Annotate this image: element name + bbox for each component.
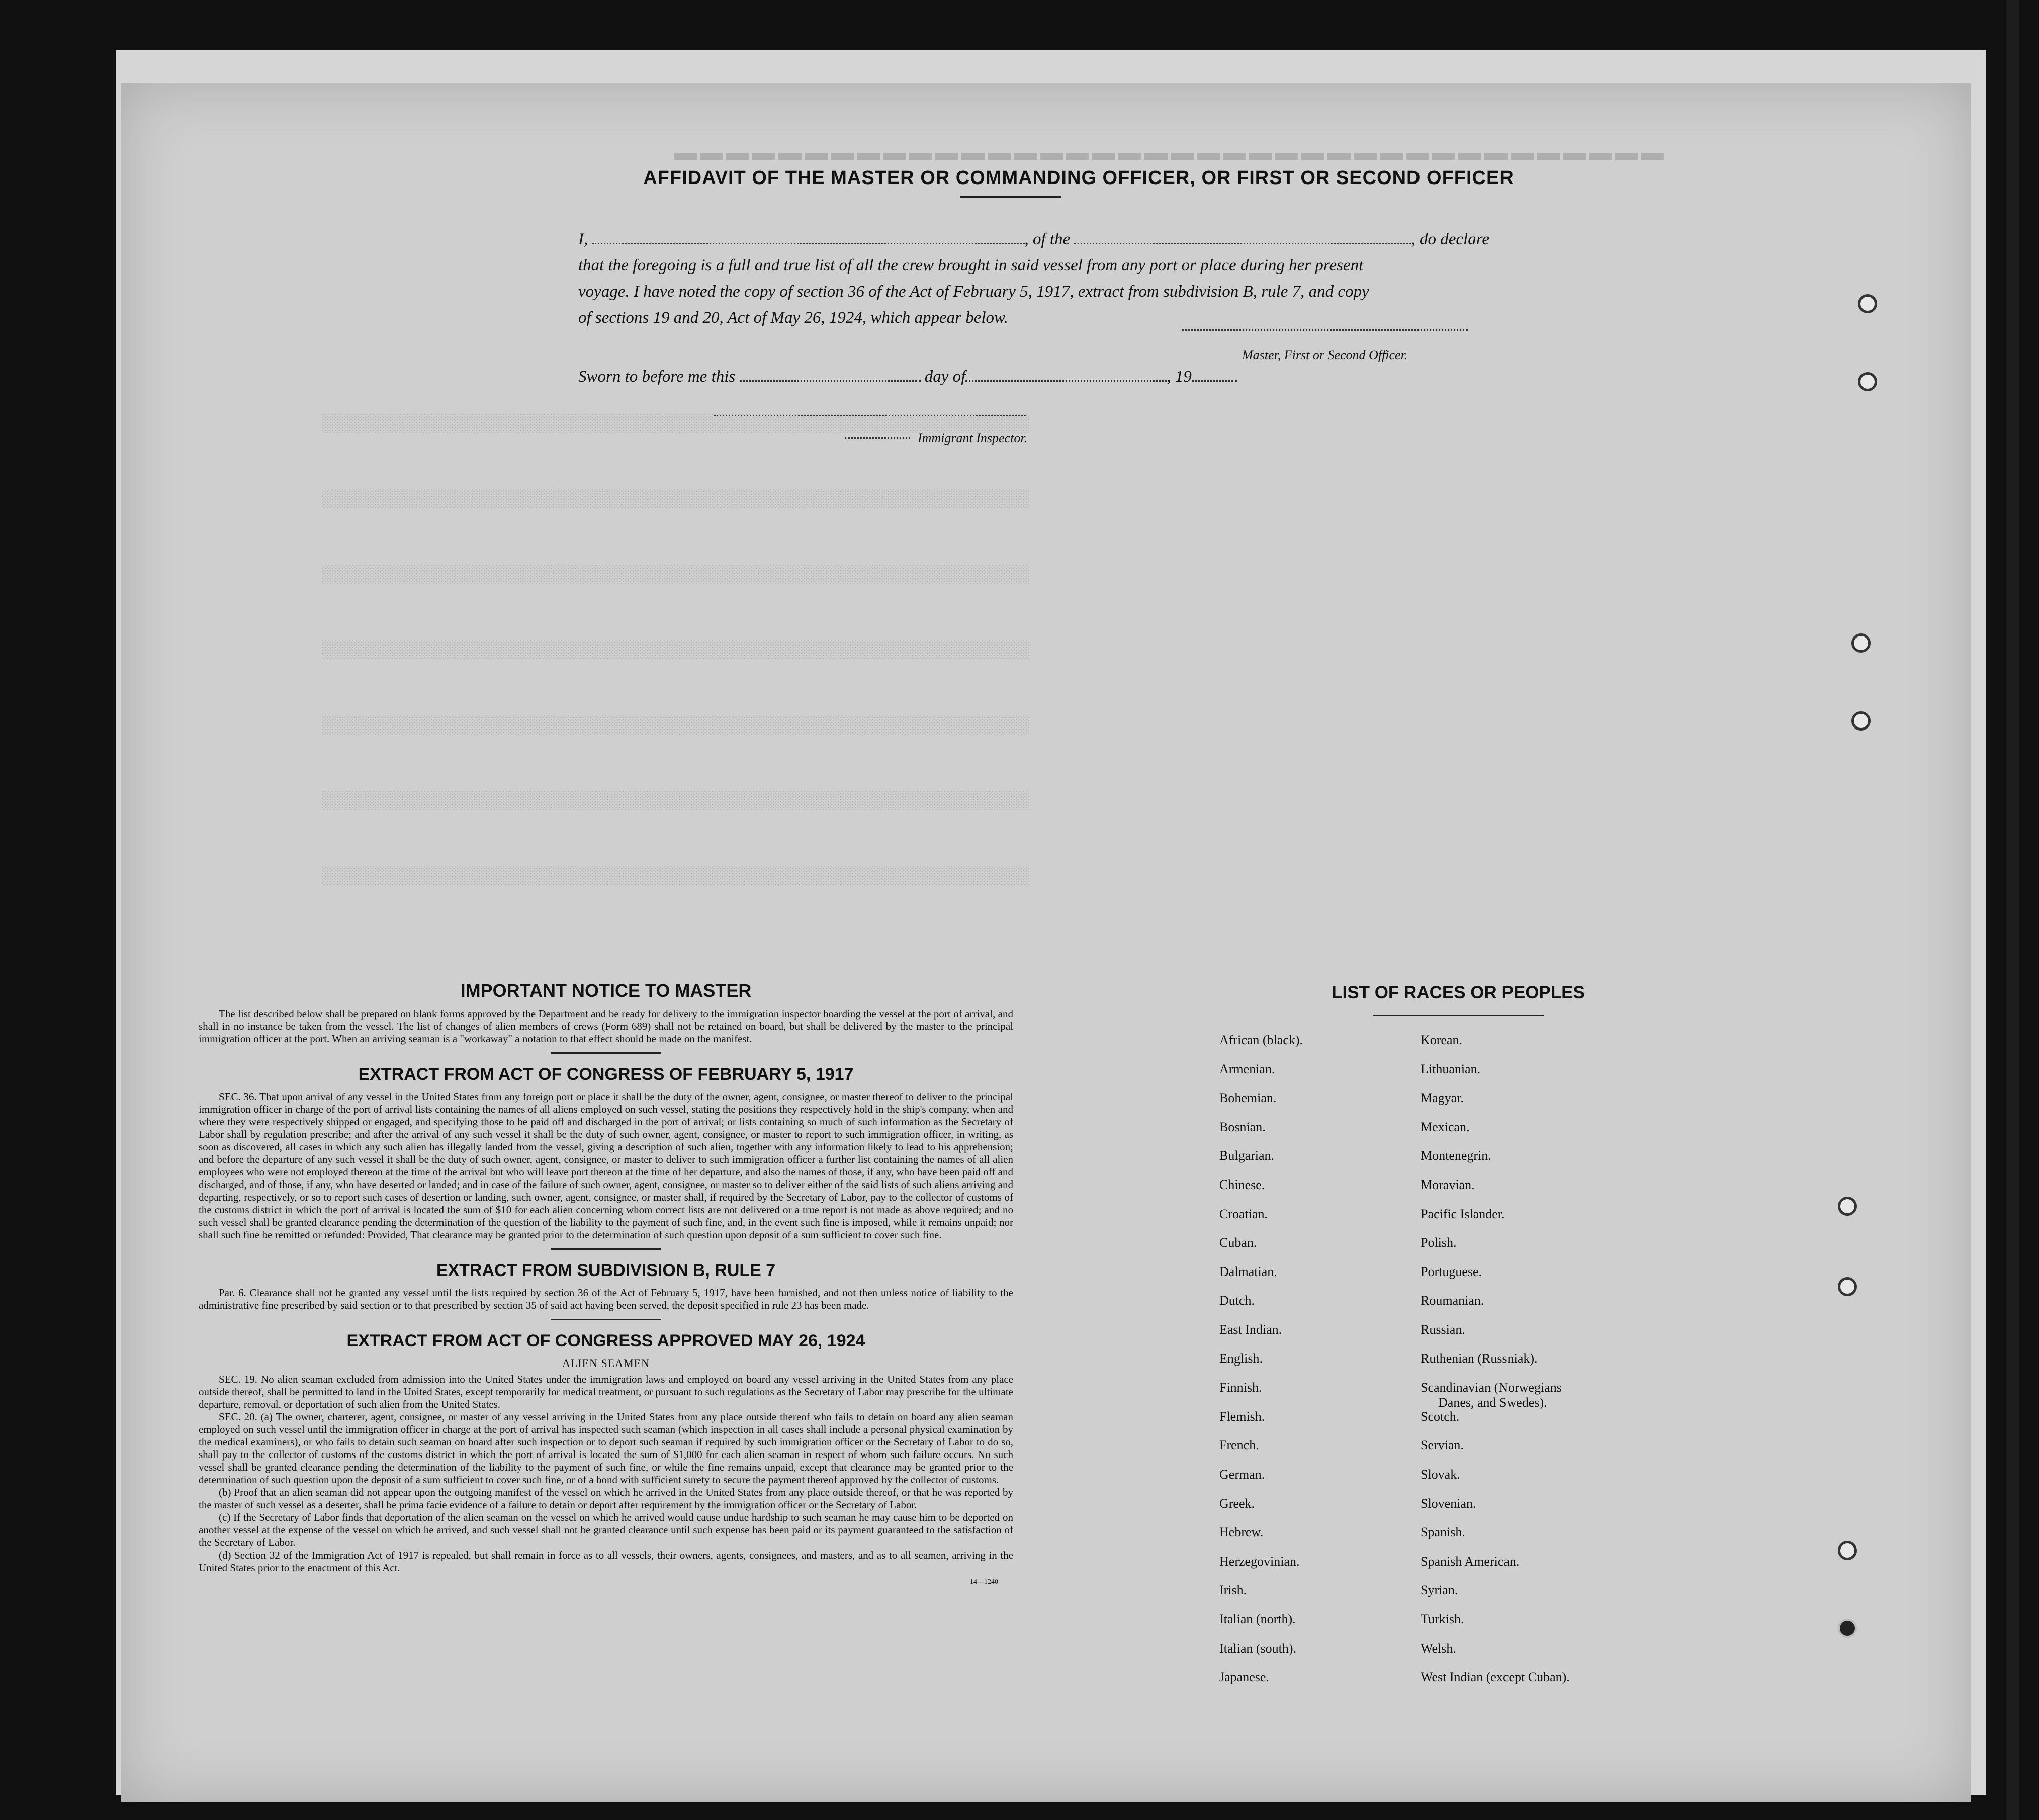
bleed-through-texture: ░░░░░░░░░░░░░░░░░░░░░░░░░░░░░░░░░░░░░░░░░░░░░░░░░░░░░░░░░░░░░░░░░░░░░ bbox=[322, 490, 1030, 509]
affidavit-line-2: that the foregoing is a full and true list of all the crew brought in said vessel from any port or place during her present bbox=[578, 256, 1364, 275]
name-blank-field[interactable] bbox=[592, 243, 1025, 244]
affidavit-i-label: I, bbox=[578, 230, 588, 248]
extract-rule7-body: Par. 6. Clearance shall not be granted any vessel until the lists required by section 36 of the Act of February 5, 1917, have been furnished, and not then unless notice of liability to the administrative fine prescribed by said section or to that prescribed by section 35 of said act having been served, the deposit specified in rule 23 has been made. bbox=[199, 1287, 1013, 1311]
binder-hole bbox=[1838, 1619, 1857, 1638]
sec20a-text: SEC. 20. (a) The owner, charterer, agent, consignee, or master of any vessel arriving in the United States from any place outside thereof who fails to detain on board any alien seaman employed on such vessel until the immigration officer in charge at the port of arrival has inspected such seaman (which inspection in all cases shall include a personal physical examination by the medical examiners), or who fails to detain such seaman on board after such inspection or to deport such seaman if required by such immigration officer or the Secretary of Labor to do so, shall pay to the collector of customs of the customs district in which the port of arrival is located the sum of $1,000 for each alien seaman in respect of whom such failure occurs. No such vessel shall be granted clearance pending the determination of the liability to the payment of such fine, or while the fine remains unpaid, except that clearance may be granted prior to the determination of such question upon the deposit of a sum sufficient to cover such fine, or of a bond with sufficient surety to secure the payment thereof approved by the collector of customs. bbox=[199, 1411, 1013, 1486]
race-item: East Indian. bbox=[1219, 1322, 1282, 1337]
race-item: Italian (south). bbox=[1219, 1641, 1297, 1656]
race-item: Roumanian. bbox=[1421, 1293, 1484, 1308]
notice-title: IMPORTANT NOTICE TO MASTER bbox=[460, 980, 752, 1001]
race-item: Flemish. bbox=[1219, 1409, 1265, 1424]
binder-hole bbox=[1838, 1277, 1857, 1296]
year-prefix-label: , 19 bbox=[1167, 368, 1192, 386]
sworn-line bbox=[578, 363, 1634, 390]
binder-hole bbox=[1858, 372, 1877, 391]
sec20d-body: (d) Section 32 of the Immigration Act of 1917 is repealed, but shall remain in force as to all vessels, their owners, agents, consignees, and masters, and as to all seamen, arriving in the United States prior to the enactment of this Act. bbox=[199, 1549, 1013, 1574]
race-item: Croatian. bbox=[1219, 1206, 1268, 1221]
race-item: Scotch. bbox=[1421, 1409, 1460, 1424]
notice-rule bbox=[551, 1052, 661, 1054]
sworn-month-field[interactable] bbox=[965, 380, 1167, 382]
scan-edge-right bbox=[2006, 0, 2019, 1820]
race-item: Mexican. bbox=[1421, 1119, 1470, 1134]
race-item: Portuguese. bbox=[1421, 1264, 1482, 1279]
inspector-leader-dots bbox=[845, 437, 910, 439]
race-item: Magyar. bbox=[1421, 1090, 1464, 1106]
master-signature-field[interactable] bbox=[1182, 329, 1468, 331]
race-item: Scandinavian (Norwegians bbox=[1421, 1380, 1562, 1395]
bleed-through-texture: ░░░░░░░░░░░░░░░░░░░░░░░░░░░░░░░░░░░░░░░░░░░░░░░░░░░░░░░░░░░░░░░░░░░░░ bbox=[322, 566, 1030, 585]
race-item: Chinese. bbox=[1219, 1177, 1265, 1192]
race-item: West Indian (except Cuban). bbox=[1421, 1670, 1570, 1685]
race-item: Bulgarian. bbox=[1219, 1148, 1275, 1163]
race-item: German. bbox=[1219, 1467, 1265, 1482]
race-item: Irish. bbox=[1219, 1583, 1247, 1598]
race-item: Armenian. bbox=[1219, 1061, 1275, 1076]
bleed-through-texture: ░░░░░░░░░░░░░░░░░░░░░░░░░░░░░░░░░░░░░░░░░░░░░░░░░░░░░░░░░░░░░░░░░░░░░ bbox=[322, 415, 1030, 434]
race-item: Japanese. bbox=[1219, 1670, 1269, 1685]
affidavit-line-3: voyage. I have noted the copy of section 36 of the Act of February 5, 1917, extract from subdivision B, rule 7, and copy bbox=[578, 283, 1369, 301]
race-item: Spanish American. bbox=[1421, 1554, 1520, 1569]
race-item: Ruthenian (Russniak). bbox=[1421, 1351, 1538, 1366]
binder-hole bbox=[1838, 1541, 1857, 1560]
binder-hole bbox=[1838, 1197, 1857, 1216]
race-item: Slovak. bbox=[1421, 1467, 1460, 1482]
race-item: African (black). bbox=[1219, 1033, 1303, 1047]
race-item: Russian. bbox=[1421, 1322, 1465, 1337]
affidavit-line-1 bbox=[578, 226, 1634, 252]
bleed-through-texture: ░░░░░░░░░░░░░░░░░░░░░░░░░░░░░░░░░░░░░░░░░░░░░░░░░░░░░░░░░░░░░░░░░░░░░ bbox=[322, 792, 1030, 811]
race-item: Slovenian. bbox=[1421, 1496, 1476, 1511]
extract-rule7-rule bbox=[551, 1319, 661, 1320]
race-item: Cuban. bbox=[1219, 1235, 1257, 1250]
legal-notices-column bbox=[199, 980, 1013, 1586]
race-item: Lithuanian. bbox=[1421, 1061, 1481, 1076]
race-item: Finnish. bbox=[1219, 1380, 1262, 1395]
race-item: Dalmatian. bbox=[1219, 1264, 1277, 1279]
race-item: Greek. bbox=[1219, 1496, 1255, 1511]
do-declare-label: , do declare bbox=[1411, 230, 1489, 248]
race-item: Korean. bbox=[1421, 1033, 1463, 1047]
bleed-through-texture: ░░░░░░░░░░░░░░░░░░░░░░░░░░░░░░░░░░░░░░░░░░░░░░░░░░░░░░░░░░░░░░░░░░░░░ bbox=[322, 641, 1030, 660]
race-item: Bohemian. bbox=[1219, 1090, 1277, 1106]
race-item: Welsh. bbox=[1421, 1641, 1456, 1656]
sworn-day-field[interactable] bbox=[740, 380, 921, 382]
inspector-label: Immigrant Inspector. bbox=[918, 431, 1028, 445]
race-item: Syrian. bbox=[1421, 1583, 1458, 1598]
binder-hole bbox=[1851, 711, 1871, 731]
race-item: Dutch. bbox=[1219, 1293, 1255, 1308]
race-item: Turkish. bbox=[1421, 1612, 1464, 1626]
binder-hole bbox=[1858, 294, 1877, 313]
form-number: 14—1240 bbox=[970, 1578, 998, 1586]
notice-body: The list described below shall be prepared on blank forms approved by the Department and be ready for delivery to the immigration inspector boarding the vessel at the port of arrival, and shall in no instance be taken from the vessel. The list of changes of alien members of crews (Form 689) shall not be retained on board, but shall be delivered by the master to the principal immigration officer at the port. When an arriving seaman is a "workaway" a notation to that effect should be made on the manifest. bbox=[199, 1008, 1013, 1045]
bleed-through-texture: ░░░░░░░░░░░░░░░░░░░░░░░░░░░░░░░░░░░░░░░░░░░░░░░░░░░░░░░░░░░░░░░░░░░░░ bbox=[322, 867, 1030, 886]
sec20c-text: (c) If the Secretary of Labor finds that deportation of the alien seaman on the vessel on which he arrived would cause undue hardship to such seaman he may cause him to be deported on another vessel at the expense of the vessel on which he arrived, and such vessel shall not be granted clearance until such expense has been paid or its payment guaranteed to the satisfaction of the Secretary of Labor. bbox=[199, 1511, 1013, 1549]
sec20b-text: (b) Proof that an alien seaman did not appear upon the outgoing manifest of the vessel on which he arrived in the United States from any place outside thereof, or that he was reported by the master of such vessel as a deserter, shall be prima facie evidence of a failure to detain or deport after requirement by the immigration officer or the Secretary of Labor. bbox=[199, 1486, 1013, 1511]
races-title: LIST OF RACES OR PEOPLES bbox=[1332, 983, 1585, 1003]
of-the-label: , of the bbox=[1024, 230, 1071, 248]
extract-1917-rule bbox=[551, 1248, 661, 1250]
race-item: Herzegovinian. bbox=[1219, 1554, 1300, 1569]
affidavit-text bbox=[578, 226, 1634, 331]
day-of-label: day of bbox=[924, 368, 966, 386]
race-item: Moravian. bbox=[1421, 1177, 1475, 1192]
extract-1924-title: EXTRACT FROM ACT OF CONGRESS APPROVED MAY 26, 1924 bbox=[346, 1331, 865, 1350]
extract-rule7-title: EXTRACT FROM SUBDIVISION B, RULE 7 bbox=[436, 1261, 776, 1280]
master-signature-label: Master, First or Second Officer. bbox=[1242, 348, 1408, 362]
race-item: Italian (north). bbox=[1219, 1612, 1296, 1626]
bleed-through-texture: ░░░░░░░░░░░░░░░░░░░░░░░░░░░░░░░░░░░░░░░░░░░░░░░░░░░░░░░░░░░░░░░░░░░░░ bbox=[322, 716, 1030, 736]
race-item: Hebrew. bbox=[1219, 1525, 1264, 1540]
race-item: Servian. bbox=[1421, 1438, 1464, 1453]
document-page bbox=[121, 83, 1971, 1802]
race-item: Pacific Islander. bbox=[1421, 1206, 1505, 1221]
vessel-blank-field[interactable] bbox=[1074, 243, 1411, 244]
sec20d-text bbox=[199, 1549, 1013, 1586]
sec19-text: SEC. 19. No alien seaman excluded from admission into the United States under the immigration laws and employed on board any vessel arriving in the United States from any place outside thereof, shall be permitted to land in the United States, except temporarily for medical treatment, or pursuant to such regulations as the Secretary of Labor may prescribe for the ultimate departure, removal, or deportation of such alien from the United States. bbox=[199, 1373, 1013, 1410]
race-item: Polish. bbox=[1421, 1235, 1457, 1250]
race-item: Spanish. bbox=[1421, 1525, 1465, 1540]
alien-seamen-subtitle: ALIEN SEAMEN bbox=[562, 1357, 650, 1370]
affidavit-line-4: of sections 19 and 20, Act of May 26, 1924, which appear below. bbox=[578, 309, 1008, 327]
extract-1917-body: SEC. 36. That upon arrival of any vessel in the United States from any foreign port or place it shall be the duty of the owner, agent, consignee, or master thereof to deliver to the principal immigration officer in charge of the port of arrival lists containing the names of all aliens employed on such vessel, stating the positions they respectively hold in the ship's company, when and where they were respectively shipped or engaged, and specifying those to be paid off and discharged in the port of arrival; or lists containing so much of such information as the Secretary of Labor shall by regulation prescribe; and after the arrival of any such vessel it shall be the duty of such owner, agent, consignee, or master to report to such immigration officer, in writing, as soon as discovered, all cases in which any such alien has illegally landed from the vessel, giving a description of such alien, together with any information likely to lead to his apprehension; and before the departure of any such vessel it shall be the duty of such owner, agent, consignee, or master to deliver to such immigration officer a further list containing the names of all alien employees who were not employed thereon at the time of the arrival but who will leave port thereon at the time of her departure, and also the names of those, if any, who have been paid off and discharged, and of those, if any, who have deserted or landed; and in case of the failure of such owner, agent, consignee, or master so to deliver either of the said lists of such aliens arriving and departing, respectively, or so to report such cases of desertion or landing, such owner, agent, consignee, or master shall, if required by the Secretary of Labor, pay to the collector of customs of the customs district in which the port of arrival is located the sum of $10 for each alien concerning whom correct lists are not delivered or a true report is not made as above required; and no such vessel shall be granted clearance pending the determination of the question of the liability to the payment of such fine, and, in the event such fine is imposed, while it remains unpaid; nor shall such fine be remitted or refunded: Provided, That clearance may be granted prior to the determination of such question upon deposit of a sum sufficient to cover such fine. bbox=[199, 1090, 1013, 1241]
race-item: Bosnian. bbox=[1219, 1119, 1266, 1134]
affidavit-title-rule bbox=[960, 196, 1061, 198]
race-item: Montenegrin. bbox=[1421, 1148, 1491, 1163]
race-item: Danes, and Swedes). bbox=[1438, 1395, 1547, 1410]
sworn-year-field[interactable] bbox=[1192, 380, 1237, 382]
inspector-signature-field[interactable] bbox=[714, 415, 1026, 416]
sworn-label: Sworn to before me this bbox=[578, 368, 736, 386]
race-item: English. bbox=[1219, 1351, 1263, 1366]
races-title-rule bbox=[1373, 1015, 1544, 1016]
bleed-through-texture: ▬▬▬▬▬▬▬▬▬▬▬▬▬▬▬▬▬▬▬▬▬▬▬▬▬▬▬▬▬▬▬▬▬▬▬▬▬▬ bbox=[674, 139, 1667, 165]
race-item: French. bbox=[1219, 1438, 1259, 1453]
extract-1917-title: EXTRACT FROM ACT OF CONGRESS OF FEBRUARY 5, 1917 bbox=[358, 1065, 854, 1084]
binder-hole bbox=[1851, 633, 1871, 653]
affidavit-title: AFFIDAVIT OF THE MASTER OR COMMANDING OFFICER, OR FIRST OR SECOND OFFICER bbox=[643, 167, 1514, 189]
